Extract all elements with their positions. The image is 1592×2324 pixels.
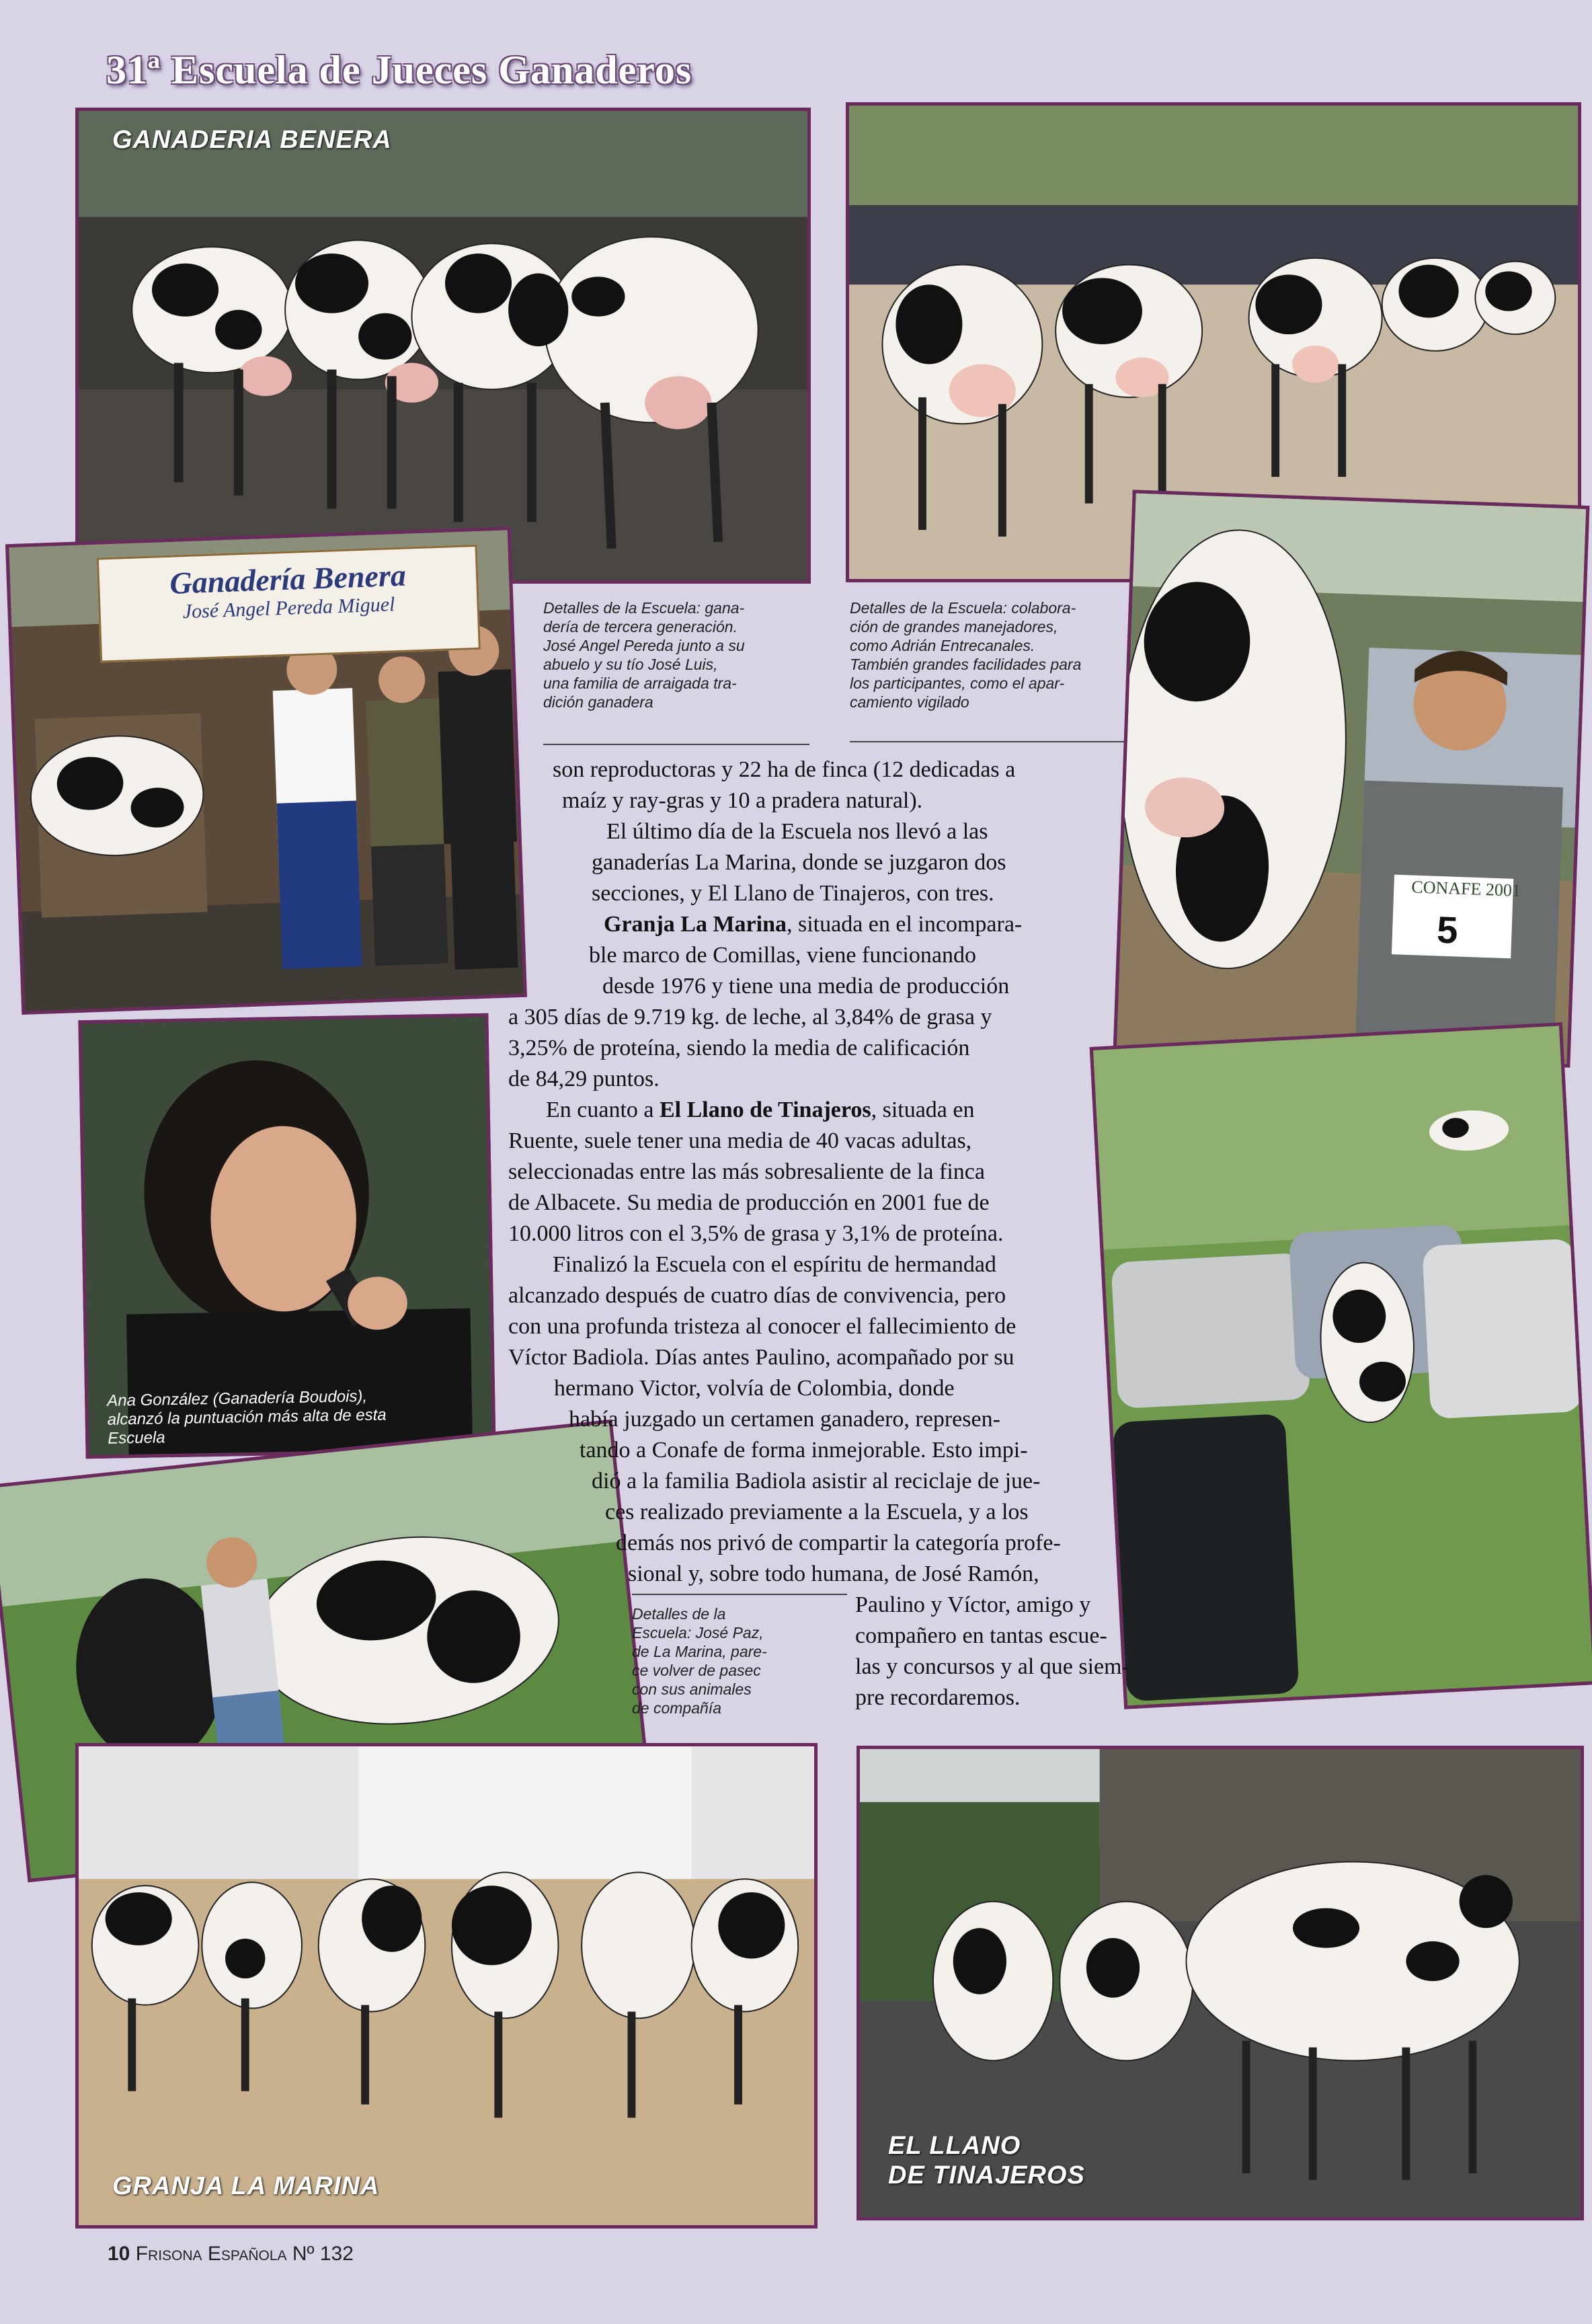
article-line: seleccionadas entre las más sobresaliente de la finca: [508, 1159, 985, 1184]
article-line: 10.000 litros con el 3,5% de grasa y 3,1% de proteína.: [508, 1221, 1004, 1246]
caption-line: abuelo y su tío José Luis,: [543, 656, 718, 673]
photo-label-benera: GANADERIA BENERA: [112, 126, 392, 154]
cows-sand-ring-image: [79, 1746, 814, 2225]
article-line: a 305 días de 9.719 kg. de leche, al 3,84% de grasa y: [508, 1005, 992, 1030]
article-line: las y concursos y al que siem-: [855, 1654, 1129, 1679]
article-line: son reproductoras y 22 ha de finca (12 dedicadas a: [553, 757, 1016, 782]
article-line: alcanzado después de cuatro días de convivencia, pero: [508, 1283, 1006, 1308]
bold-granja-la-marina: Granja La Marina: [604, 912, 787, 937]
caption-line: una familia de arraigada tra-: [543, 674, 737, 692]
bold-el-llano-de-tinajeros: El Llano de Tinajeros: [660, 1097, 871, 1122]
caption-line: Detalles de la Escuela: colabora-: [850, 599, 1076, 617]
caption-rule: [543, 744, 809, 745]
caption-line: Detalles de la: [632, 1605, 726, 1623]
article-line: desde 1976 y tiene una media de producción: [602, 974, 1010, 999]
caption-line: ción de grandes manejadores,: [850, 618, 1058, 635]
article-line: El último día de la Escuela nos llevó a las: [606, 819, 988, 844]
photo-field-cars: [1090, 1022, 1592, 1709]
photo-label-marina: GRANJA LA MARINA: [112, 2172, 380, 2200]
caption-ana: [107, 1387, 387, 1448]
article-line: maíz y ray-gras y 10 a pradera natural).: [562, 788, 923, 813]
cows-cars-field-image: [1093, 1026, 1592, 1706]
article-line: Finalizó la Escuela con el espíritu de hermandad: [553, 1252, 996, 1277]
article-line: compañero en tantas escue-: [855, 1623, 1107, 1648]
caption-line: Detalles de la Escuela: gana-: [543, 599, 745, 617]
caption-line: camiento vigilado: [850, 693, 969, 711]
page-number: 10: [108, 2243, 130, 2265]
article-line: [604, 909, 1022, 940]
caption-line: dería de tercera generación.: [543, 618, 738, 635]
caption-benera: [543, 598, 745, 711]
caption-jose-paz: [632, 1604, 767, 1717]
photo-label-line: EL LLANO: [888, 2132, 1021, 2160]
boy-cow-image: [1117, 494, 1586, 1064]
caption-line: dición ganadera: [543, 693, 653, 711]
caption-line: de La Marina, pare-: [632, 1643, 767, 1660]
photo-benera-family: [5, 527, 527, 1015]
caption-line: de compañía: [632, 1699, 721, 1717]
page-heading: 31ª Escuela de Jueces Ganaderos: [106, 48, 692, 92]
article-line: ces realizado previamente a la Escuela, y a los: [605, 1500, 1029, 1524]
article-line: dió a la familia Badiola asistir al reciclaje de jue-: [592, 1469, 1041, 1494]
article-line: tando a Conafe de forma inmejorable. Esto impi-: [580, 1438, 1028, 1463]
article-line: secciones, y El Llano de Tinajeros, con tres.: [592, 881, 994, 906]
photo-label-line: DE TINAJEROS: [888, 2161, 1085, 2190]
photo-ganaderia-benera: [75, 108, 811, 584]
article-line: había juzgado un certamen ganadero, represen-: [569, 1407, 1000, 1432]
sign-line: José Angel Pereda Miguel: [182, 593, 395, 623]
caption-rule: [850, 741, 1136, 742]
ganaderia-benera-sign: [97, 545, 481, 663]
photo-granja-la-marina: [75, 1743, 818, 2229]
caption-line: Ana González (Ganadería Boudois),: [107, 1387, 368, 1410]
article-line: ganaderías La Marina, donde se juzgaron dos: [592, 850, 1006, 875]
photo-label-llano: [888, 2131, 1085, 2190]
sign-title: Ganadería Benera: [169, 557, 407, 601]
article-line: 3,25% de proteína, siendo la media de calificación: [508, 1036, 970, 1060]
caption-line: José Angel Pereda junto a su: [543, 637, 745, 654]
article-line-rest: , situada en: [871, 1097, 975, 1122]
article-line: de Albacete. Su media de producción en 2001 fue de: [508, 1190, 990, 1215]
caption-line: También grandes facilidades para: [850, 656, 1082, 673]
caption-line: alcanzó la puntuación más alta de esta: [107, 1405, 387, 1429]
article-line: hermano Victor, volvía de Colombia, donde: [554, 1376, 955, 1401]
photo-boy-with-cow: [1113, 490, 1590, 1067]
magazine-issue: Frisona Española Nº 132: [135, 2243, 354, 2265]
caption-line: Escuela: José Paz,: [632, 1624, 764, 1641]
article-line: [546, 1095, 975, 1126]
article-line: Paulino y Víctor, amigo y: [855, 1592, 1091, 1617]
conafe-bib-text: CONAFE 2001: [1410, 877, 1521, 900]
article-line-start: En cuanto a: [546, 1097, 660, 1122]
photo-ana-gonzalez: [78, 1013, 495, 1459]
bib-number: 5: [1436, 908, 1459, 952]
photo-el-llano-de-tinajeros: [857, 1746, 1584, 2220]
caption-cudana: [850, 598, 1081, 711]
caption-line: Escuela: [107, 1428, 165, 1448]
caption-line: los participantes, como el apar-: [850, 674, 1065, 692]
article-line: Ruente, suele tener una media de 40 vacas adultas,: [508, 1128, 972, 1153]
caption-line: ce volver de pasec: [632, 1662, 761, 1679]
article-line: sional y, sobre todo humana, de José Ramón,: [628, 1561, 1039, 1586]
page-footer: [108, 2243, 354, 2265]
caption-line: con sus animales: [632, 1680, 752, 1698]
caption-rule: [632, 1594, 847, 1595]
article-line: con una profunda tristeza al conocer el fallecimiento de: [508, 1314, 1017, 1339]
article-line: ble marco de Comillas, viene funcionando: [589, 943, 976, 968]
article-line-rest: , situada en el incompara-: [786, 912, 1023, 937]
article-line: de 84,29 puntos.: [508, 1067, 660, 1091]
article-line: Víctor Badiola. Días antes Paulino, acompañado por su: [508, 1345, 1014, 1370]
caption-line: como Adrián Entrecanales.: [850, 637, 1035, 654]
cows-barn-image: [79, 111, 807, 580]
article-line: demás nos privó de compartir la categoría profe-: [616, 1531, 1061, 1555]
article-line: pre recordaremos.: [855, 1685, 1021, 1710]
